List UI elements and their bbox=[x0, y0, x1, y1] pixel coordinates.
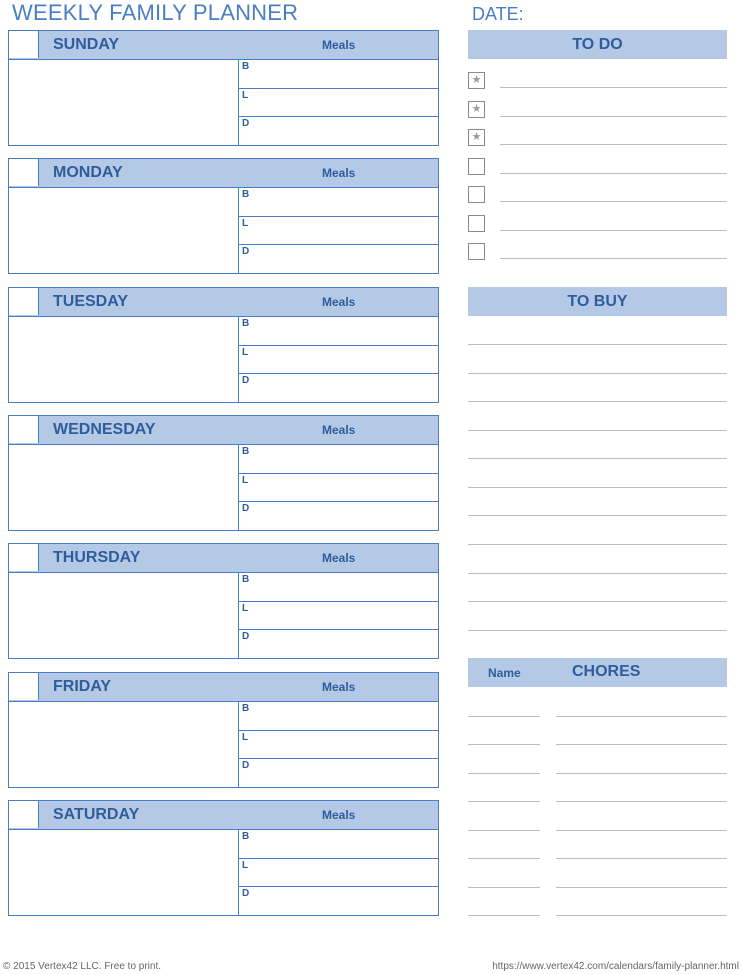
day-header bbox=[9, 288, 438, 317]
meal-dinner[interactable] bbox=[239, 502, 438, 531]
tobuy-line[interactable] bbox=[468, 344, 727, 345]
tobuy-line[interactable] bbox=[468, 630, 727, 631]
day-notes-area[interactable] bbox=[9, 188, 239, 273]
day-name: TUESDAY bbox=[53, 293, 128, 310]
meal-lunch[interactable] bbox=[239, 602, 438, 631]
todo-checkbox[interactable] bbox=[468, 186, 485, 203]
chores-title: CHORES bbox=[572, 663, 641, 680]
day-notes-area[interactable] bbox=[9, 702, 239, 787]
date-label: DATE: bbox=[472, 4, 524, 24]
day-block-friday bbox=[8, 672, 439, 788]
day-name: THURSDAY bbox=[53, 549, 141, 566]
chore-task-line[interactable] bbox=[556, 744, 727, 745]
meal-letter-l: L bbox=[242, 474, 249, 486]
meals-label: Meals bbox=[322, 166, 356, 180]
meals-label: Meals bbox=[322, 38, 356, 52]
meal-breakfast[interactable] bbox=[239, 188, 438, 217]
meal-letter-l: L bbox=[242, 346, 249, 358]
footer-url: https://www.vertex42.com/calendars/family-planner.html bbox=[492, 961, 739, 972]
meal-letter-b: B bbox=[242, 574, 250, 585]
chores-name-label: Name bbox=[488, 666, 521, 680]
day-block-saturday bbox=[8, 800, 439, 916]
tobuy-header bbox=[468, 287, 727, 316]
chore-name-line[interactable] bbox=[468, 830, 540, 831]
day-header bbox=[9, 801, 438, 830]
meals-label: Meals bbox=[322, 808, 356, 822]
star-icon: ★ bbox=[471, 74, 482, 86]
day-checkbox[interactable] bbox=[9, 544, 39, 571]
meal-letter-d: D bbox=[242, 760, 250, 771]
todo-line[interactable] bbox=[500, 87, 727, 88]
day-header bbox=[9, 544, 438, 573]
day-notes-area[interactable] bbox=[9, 830, 239, 915]
meal-breakfast[interactable] bbox=[239, 60, 438, 89]
meal-lunch[interactable] bbox=[239, 346, 438, 375]
todo-line[interactable] bbox=[500, 173, 727, 174]
tobuy-line[interactable] bbox=[468, 373, 727, 374]
meal-letter-l: L bbox=[242, 731, 249, 743]
day-name: MONDAY bbox=[53, 164, 123, 181]
day-checkbox[interactable] bbox=[9, 288, 39, 315]
meal-dinner[interactable] bbox=[239, 117, 438, 146]
chores-header-labels bbox=[0, 658, 742, 687]
meal-letter-d: D bbox=[242, 118, 250, 129]
meal-letter-l: L bbox=[242, 217, 249, 229]
meal-dinner[interactable] bbox=[239, 245, 438, 274]
meal-letter-b: B bbox=[242, 446, 250, 457]
tobuy-line[interactable] bbox=[468, 458, 727, 459]
meal-dinner[interactable] bbox=[239, 630, 438, 659]
day-checkbox[interactable] bbox=[9, 801, 39, 828]
meal-breakfast[interactable] bbox=[239, 702, 438, 731]
meal-lunch[interactable] bbox=[239, 89, 438, 118]
meal-lunch[interactable] bbox=[239, 859, 438, 888]
chore-task-line[interactable] bbox=[556, 773, 727, 774]
meal-dinner[interactable] bbox=[239, 887, 438, 916]
tobuy-line[interactable] bbox=[468, 573, 727, 574]
todo-line[interactable] bbox=[500, 201, 727, 202]
meals-label: Meals bbox=[322, 680, 356, 694]
chore-name-line[interactable] bbox=[468, 773, 540, 774]
todo-checkbox[interactable] bbox=[468, 215, 485, 232]
chore-task-line[interactable] bbox=[556, 830, 727, 831]
meal-lunch[interactable] bbox=[239, 217, 438, 246]
chore-name-line[interactable] bbox=[468, 915, 540, 916]
chore-task-line[interactable] bbox=[556, 915, 727, 916]
meal-dinner[interactable] bbox=[239, 759, 438, 788]
meal-letter-b: B bbox=[242, 318, 250, 329]
todo-checkbox-star[interactable] bbox=[468, 72, 485, 89]
meals-label: Meals bbox=[322, 423, 356, 437]
todo-checkbox[interactable] bbox=[468, 158, 485, 175]
tobuy-line[interactable] bbox=[468, 544, 727, 545]
meal-letter-d: D bbox=[242, 246, 250, 257]
meal-letter-l: L bbox=[242, 602, 249, 614]
meal-letter-b: B bbox=[242, 61, 250, 72]
tobuy-line[interactable] bbox=[468, 487, 727, 488]
tobuy-line[interactable] bbox=[468, 401, 727, 402]
meal-letter-b: B bbox=[242, 189, 250, 200]
star-icon: ★ bbox=[471, 131, 482, 143]
day-header bbox=[9, 159, 438, 188]
todo-title: TO DO bbox=[572, 36, 623, 53]
meal-letter-d: D bbox=[242, 631, 250, 642]
meal-letter-b: B bbox=[242, 703, 250, 714]
day-block-tuesday bbox=[8, 287, 439, 403]
meal-letter-d: D bbox=[242, 888, 250, 899]
day-header bbox=[9, 416, 438, 445]
meals-label: Meals bbox=[322, 551, 356, 565]
footer-copyright: © 2015 Vertex42 LLC. Free to print. bbox=[3, 961, 162, 972]
meal-dinner[interactable] bbox=[239, 374, 438, 403]
todo-line[interactable] bbox=[500, 144, 727, 145]
meal-letter-d: D bbox=[242, 375, 250, 386]
chore-task-line[interactable] bbox=[556, 801, 727, 802]
chore-name-line[interactable] bbox=[468, 801, 540, 802]
chore-name-line[interactable] bbox=[468, 858, 540, 859]
day-notes-area[interactable] bbox=[9, 573, 239, 658]
tobuy-line[interactable] bbox=[468, 515, 727, 516]
day-checkbox[interactable] bbox=[9, 416, 39, 443]
chore-name-line[interactable] bbox=[468, 744, 540, 745]
tobuy-line[interactable] bbox=[468, 601, 727, 602]
meal-lunch[interactable] bbox=[239, 474, 438, 503]
day-notes-area[interactable] bbox=[9, 317, 239, 402]
todo-header bbox=[468, 30, 727, 59]
todo-checkbox[interactable] bbox=[468, 243, 485, 260]
day-block-thursday bbox=[8, 543, 439, 659]
day-name: SATURDAY bbox=[53, 806, 140, 823]
todo-line[interactable] bbox=[500, 258, 727, 259]
meal-letter-l: L bbox=[242, 859, 249, 871]
chore-task-line[interactable] bbox=[556, 716, 727, 717]
todo-checkbox-star[interactable] bbox=[468, 129, 485, 146]
meal-lunch[interactable] bbox=[239, 731, 438, 760]
meal-breakfast[interactable] bbox=[239, 830, 438, 859]
day-notes-area[interactable] bbox=[9, 445, 239, 530]
todo-line[interactable] bbox=[500, 116, 727, 117]
day-block-sunday bbox=[8, 30, 439, 146]
meals-label: Meals bbox=[322, 295, 356, 309]
day-name: WEDNESDAY bbox=[53, 421, 156, 438]
tobuy-line[interactable] bbox=[468, 430, 727, 431]
chore-task-line[interactable] bbox=[556, 858, 727, 859]
day-checkbox[interactable] bbox=[9, 31, 39, 58]
meal-letter-l: L bbox=[242, 89, 249, 101]
day-notes-area[interactable] bbox=[9, 60, 239, 145]
day-block-wednesday bbox=[8, 415, 439, 531]
todo-checkbox-star[interactable] bbox=[468, 101, 485, 118]
meal-breakfast[interactable] bbox=[239, 317, 438, 346]
meal-letter-b: B bbox=[242, 831, 250, 842]
day-name: FRIDAY bbox=[53, 678, 112, 695]
day-block-monday bbox=[8, 158, 439, 274]
day-checkbox[interactable] bbox=[9, 159, 39, 186]
chore-task-line[interactable] bbox=[556, 887, 727, 888]
meal-breakfast[interactable] bbox=[239, 445, 438, 474]
page-title: WEEKLY FAMILY PLANNER bbox=[12, 0, 299, 25]
day-header bbox=[9, 31, 438, 60]
meal-breakfast[interactable] bbox=[239, 573, 438, 602]
day-name: SUNDAY bbox=[53, 36, 120, 53]
star-icon: ★ bbox=[471, 103, 482, 115]
chore-name-line[interactable] bbox=[468, 887, 540, 888]
chore-name-line[interactable] bbox=[468, 716, 540, 717]
meal-letter-d: D bbox=[242, 503, 250, 514]
tobuy-title: TO BUY bbox=[567, 293, 628, 310]
todo-line[interactable] bbox=[500, 230, 727, 231]
